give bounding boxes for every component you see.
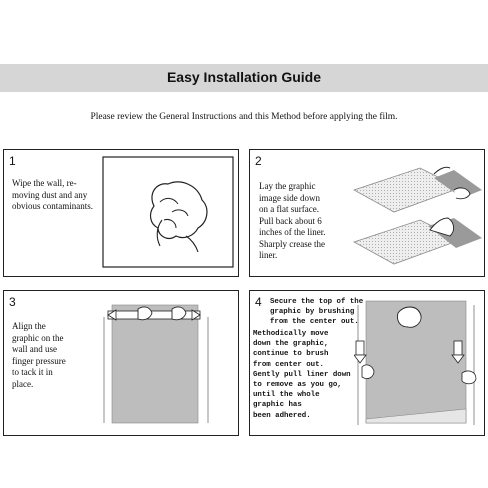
step-2-panel — [249, 149, 485, 277]
step-text: Lay the graphic image side down on a flat surface. Pull back about 6 inches of the liner. Sharply crease the liner. — [259, 181, 326, 260]
step-number: 2 — [255, 154, 262, 168]
step-1-panel — [3, 149, 239, 277]
step-number: 4 — [255, 295, 262, 309]
step-number: 3 — [9, 295, 16, 309]
peel-liner-icon — [350, 156, 482, 272]
hand-wiping-cloth-icon — [102, 156, 234, 268]
page-title: Easy Installation Guide — [166, 69, 322, 85]
step-number: 1 — [9, 154, 16, 168]
step-text-top: Secure the top of the graphic by brushing from the center out. — [270, 298, 364, 327]
step-4-panel — [249, 290, 485, 436]
tack-graphic-icon — [98, 297, 214, 429]
intro-text: Please review the General Instructions and this Method before applying the film. — [90, 112, 398, 122]
step-text: Wipe the wall, re- moving dust and any obvious contaminants. — [12, 178, 93, 211]
step-text-bottom: Methodically move down the graphic, continue to brush from center out. Gently pull liner down to remove as you go, until the whole graphic has been adhered. — [253, 330, 351, 420]
step-text: Align the graphic on the wall and use finger pressure to tack it in place. — [12, 321, 66, 389]
step-3-panel — [3, 290, 239, 436]
